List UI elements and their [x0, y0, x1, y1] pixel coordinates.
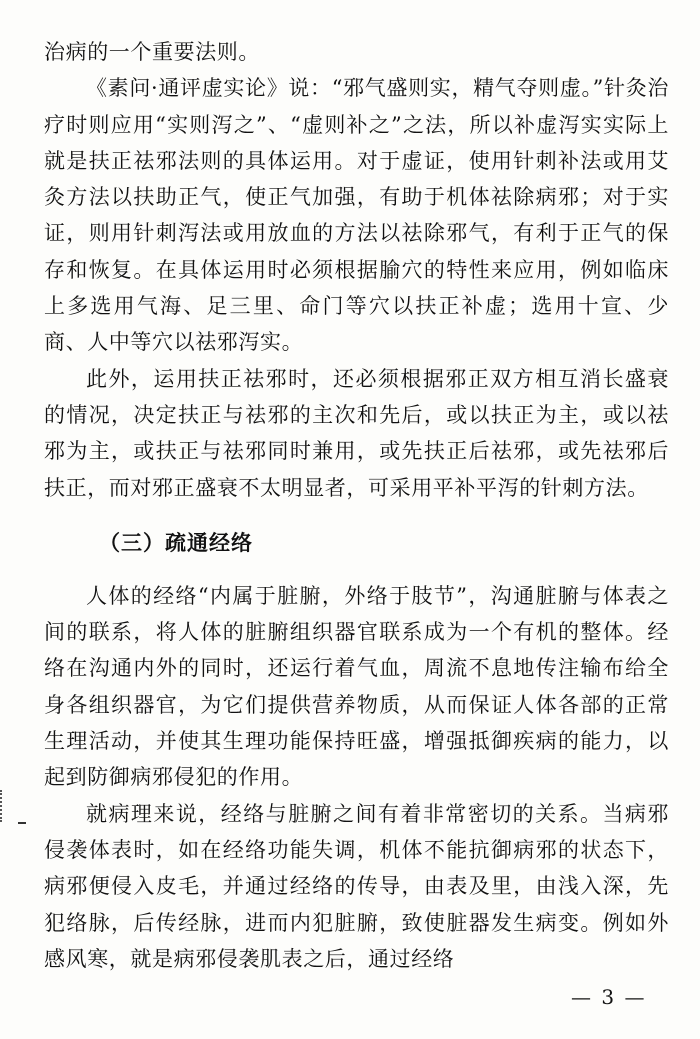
- paragraph-suwen-quote: 《素问·通评虚实论》说：“邪气盛则实，精气夺则虚。”针灸治疗时则应用“实则泻之”、“虚则补之”之法，所以补虚泻实实际上就是扶正祛邪法则的具体运用。对于虚证，使用针刺补法或用艾灸方法以扶助正气，使正气加强，有助于机体祛除病邪；对于实证，则用针刺泻法或用放血的方法以祛除邪气，有利于正气的保存和恢复。在具体运用时必须根据腧穴的特性来应用，例如临床上多选用气海、足三里、命门等穴以扶正补虚；选用十宣、少商、人中等穴以祛邪泻实。: [44, 76, 669, 355]
- section-heading: （三）疏通经络: [99, 529, 253, 555]
- scan-margin-tick: [18, 822, 26, 824]
- paragraph-fuzheng-quxie: 此外，运用扶正祛邪时，还必须根据邪正双方相互消长盛衰的情况，决定扶正与祛邪的主次和先后，或以扶正为主，或以祛邪为主，或扶正与祛邪同时兼用，或先扶正后祛邪，或先祛邪后扶正，而对邪正盛衰不太明显者，可采用平补平泻的针刺方法。: [44, 366, 669, 500]
- page-number: — 3 —: [571, 985, 647, 1009]
- paragraph-jingluo-pathology: 就病理来说，经络与脏腑之间有着非常密切的关系。当病邪侵袭体表时，如在经络功能失调，机体不能抗御病邪的状态下，病邪便侵入皮毛，并通过经络的传导，由表及里，由浅入深，先犯络脉，后传经脉，进而内犯脏腑，致使脏器发生病变。例如外感风寒，就是病邪侵袭肌表之后，通过经络: [44, 801, 669, 971]
- paragraph-jingluo-physiology: 人体的经络“内属于脏腑，外络于肢节”，沟通脏腑与体表之间的联系，将人体的脏腑组织器官联系成为一个有机的整体。经络在沟通内外的同时，还运行着气血，周流不息地传注输布给全身各组织器官，为它们提供营养物质，从而保证人体各部的正常生理活动，并使其生理功能保持旺盛，增强抵御疾病的能力，以起到防御病邪侵犯的作用。: [44, 583, 669, 790]
- scan-margin-mark: [0, 790, 5, 822]
- page-body: [44, 34, 669, 977]
- paragraph-continuation: 治病的一个重要法则。: [44, 40, 260, 64]
